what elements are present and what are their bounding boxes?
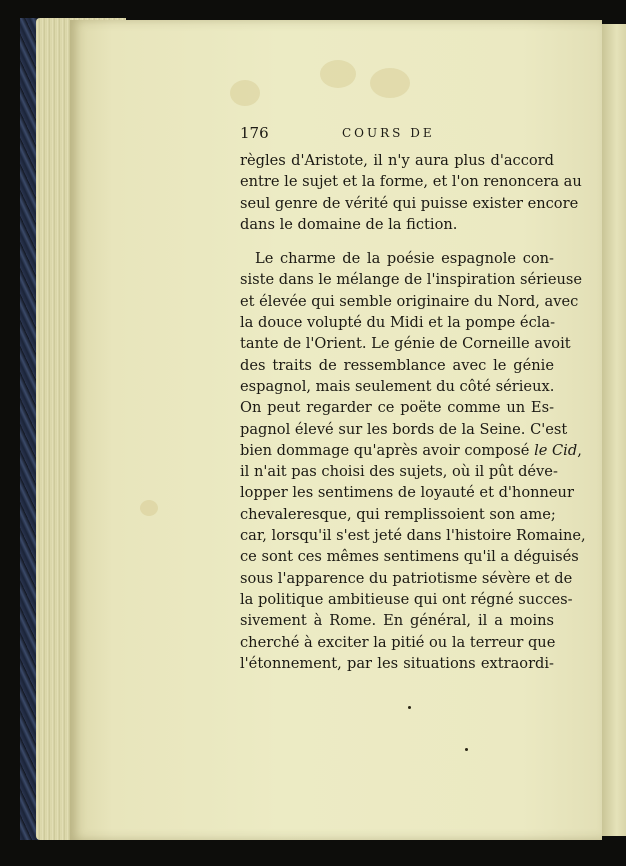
text-line: car, lorsqu'il s'est jeté dans l'histoire Romaine, [240, 527, 586, 545]
text-fragment: bien dommage qu'après avoir composé [240, 441, 535, 459]
text-line: sivement à Rome. En général, il a moins [240, 612, 554, 630]
text-line [240, 440, 582, 461]
paragraph-1 [240, 150, 582, 235]
text-line: l'étonnement, par les situations extraordi- [240, 654, 554, 672]
text-line: il n'ait pas choisi des sujets, où il pût déve- [240, 463, 558, 481]
text-line: Le charme de la poésie espagnole con- [255, 250, 554, 268]
foxing-stain [320, 60, 356, 88]
text-line: entre le sujet et la forme, et l'on renoncera au [240, 173, 582, 191]
text-line: règles d'Aristote, il n'y aura plus d'accord [240, 152, 554, 169]
foxing-stain [230, 80, 260, 106]
text-line: la politique ambitieuse qui ont régné succes- [240, 590, 573, 608]
text-line: sous l'apparence du patriotisme sévère et de [240, 569, 573, 587]
text-line: ce sont ces mêmes sentimens qu'il a déguisés [240, 548, 579, 566]
work-title-le-cid: le Cid [534, 441, 578, 459]
paragraph-2 [240, 248, 586, 674]
text-line: chevaleresque, qui remplissoient son ame; [240, 505, 556, 523]
text-line: pagnol élevé sur les bords de la Seine. C'est [240, 420, 568, 438]
ink-speck [408, 706, 411, 709]
text-line: siste dans le mélange de l'inspiration sérieuse [240, 271, 582, 289]
text-line: cherché à exciter la pitié ou la terreur que [240, 633, 556, 651]
text-fragment: , [577, 441, 582, 459]
text-line: et élevée qui semble originaire du Nord, avec [240, 292, 579, 310]
foxing-stain [370, 68, 410, 98]
text-line: lopper les sentimens de loyauté et d'honneur [240, 484, 574, 502]
text-line: seul genre de vérité qui puisse exister encore [240, 194, 579, 212]
text-line: dans le domaine de la fiction. [240, 215, 458, 233]
text-line: espagnol, mais seulement du côté sérieux. [240, 377, 555, 395]
page-number: 176 [240, 124, 269, 142]
paragraph-gap [240, 235, 554, 248]
text-line: la douce volupté du Midi et la pompe écla- [240, 314, 556, 332]
facing-page-edge [600, 24, 626, 836]
page-text [240, 124, 586, 674]
text-line: tante de l'Orient. Le génie de Corneille avoit [240, 335, 571, 353]
ink-speck [465, 748, 468, 751]
page-header [240, 124, 554, 150]
text-line: On peut regarder ce poëte comme un Es- [240, 399, 554, 417]
text-line: des traits de ressemblance avec le génie [240, 356, 554, 374]
foxing-stain [140, 500, 158, 516]
running-head: COURS DE [342, 126, 435, 140]
